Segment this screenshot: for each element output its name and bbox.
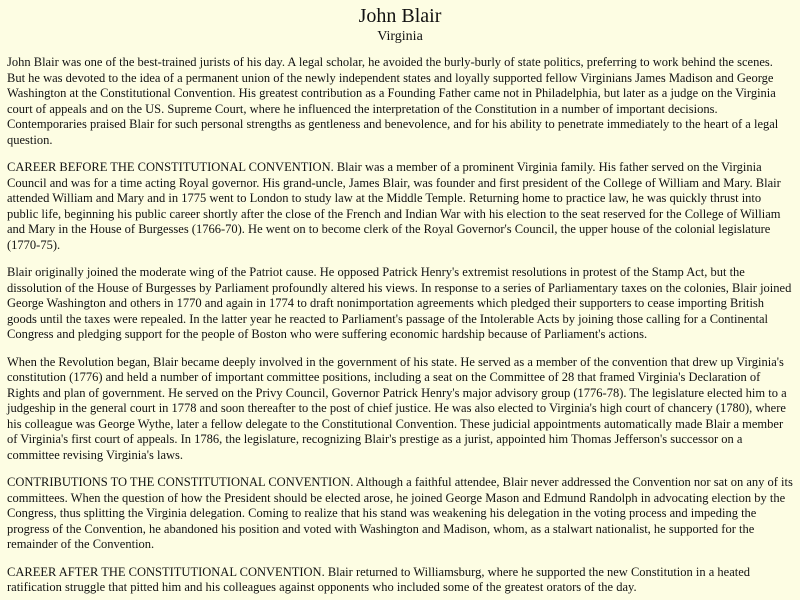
page-title: John Blair [358, 5, 442, 27]
paragraph-patriot-cause: Blair originally joined the moderate wing of the Patriot cause. He opposed Patrick Henry's extremist resolutions in protest of the Stamp Act, but the dissolution of the House of Burgesses by Parliament profoundly altered his views. In response to a series of Parliamentary taxes on the colonies, Blair joined George Washington and others in 1770 and again in 1774 to draft nonimportation agreements which pledged their supporters to cease importing British goods until the taxes were repealed. In the latter year he reacted to Parliament's passage of the Intolerable Acts by joining those calling for a Continental Congress and pledging support for the people of Boston who were suffering economic hardship because of Parliament's actions. [7, 265, 792, 341]
paragraph-intro: John Blair was one of the best-trained jurists of his day. A legal scholar, he avoided the burly-burly of state politics, preferring to work behind the scenes. But he was devoted to the idea of a permanent union of the newly independent states and loyally supported fellow Virginians James Madison and George Washington at the Constitutional Convention. His greatest contribution as a Founding Father came not in Philadelphia, but later as a judge on the Virginia court of appeals and on the US. Supreme Court, where he influenced the interpretation of the Constitution in a number of important decisions. Contemporaries praised Blair for such personal strengths as gentleness and benevolence, and for his ability to penetrate immediately to the heart of a legal question. [7, 55, 779, 147]
paragraph-career-before: CAREER BEFORE THE CONSTITUTIONAL CONVENTION. Blair was a member of a prominent Virginia family. His father served on the Virginia Council and was for a time acting Royal governor. His grand-uncle, James Blair, was founder and first president of the College of William and Mary. Blair attended William and Mary and in 1775 went to London to study law at the Middle Temple. Returning home to practice law, he was quickly thrust into public life, beginning his public career shortly after the close of the French and Indian War with his election to the seat reserved for the College of William and Mary in the House of Burgesses (1766-70). He went on to become clerk of the Royal Governor's Council, the upper house of the colonial legislature (1770-75). [7, 160, 781, 252]
paragraph-career-after: CAREER AFTER THE CONSTITUTIONAL CONVENTION. Blair returned to Williamsburg, where he supported the new Constitution in a heated ratification struggle that pitted him and his colleagues against opponents who included some of the greatest orators of the day. [7, 564, 751, 594]
paragraph-contributions: CONTRIBUTIONS TO THE CONSTITUTIONAL CONVENTION. Although a faithful attendee, Blair never addressed the Convention nor sat on any of its committees. When the question of how the President should be elected arose, he joined George Mason and Edmund Randolph in advocating election by the Congress, thus splitting the Virginia delegation. Coming to realize that his stand was weakening his delegation in the voting process and impeding the progress of the Convention, he abandoned his position and voted with Washington and Madison, whom, as a stalwart nationalist, he supported for the remainder of the Convention. [7, 475, 793, 551]
paragraph-revolution: When the Revolution began, Blair became deeply involved in the government of his state. He served as a member of the convention that drew up Virginia's constitution (1776) and held a number of important committee positions, including a seat on the Committee of 28 that framed Virginia's Declaration of Rights and plan of government. He served on the Privy Council, Governor Patrick Henry's major advisory group (1776-78). The legislature elected him to a judgeship in the general court in 1778 and soon thereafter to the post of chief justice. He was also elected to Virginia's high court of chancery (1780), where his colleague was George Wythe, later a fellow delegate to the Constitutional Convention. These judicial appointments automatically made Blair a member of Virginia's first court of appeals. In 1786, the legislature, recognizing Blair's prestige as a jurist, appointed him Thomas Jefferson's successor on a committee revising Virginia's laws. [7, 354, 787, 462]
page-subtitle: Virginia [377, 29, 423, 44]
